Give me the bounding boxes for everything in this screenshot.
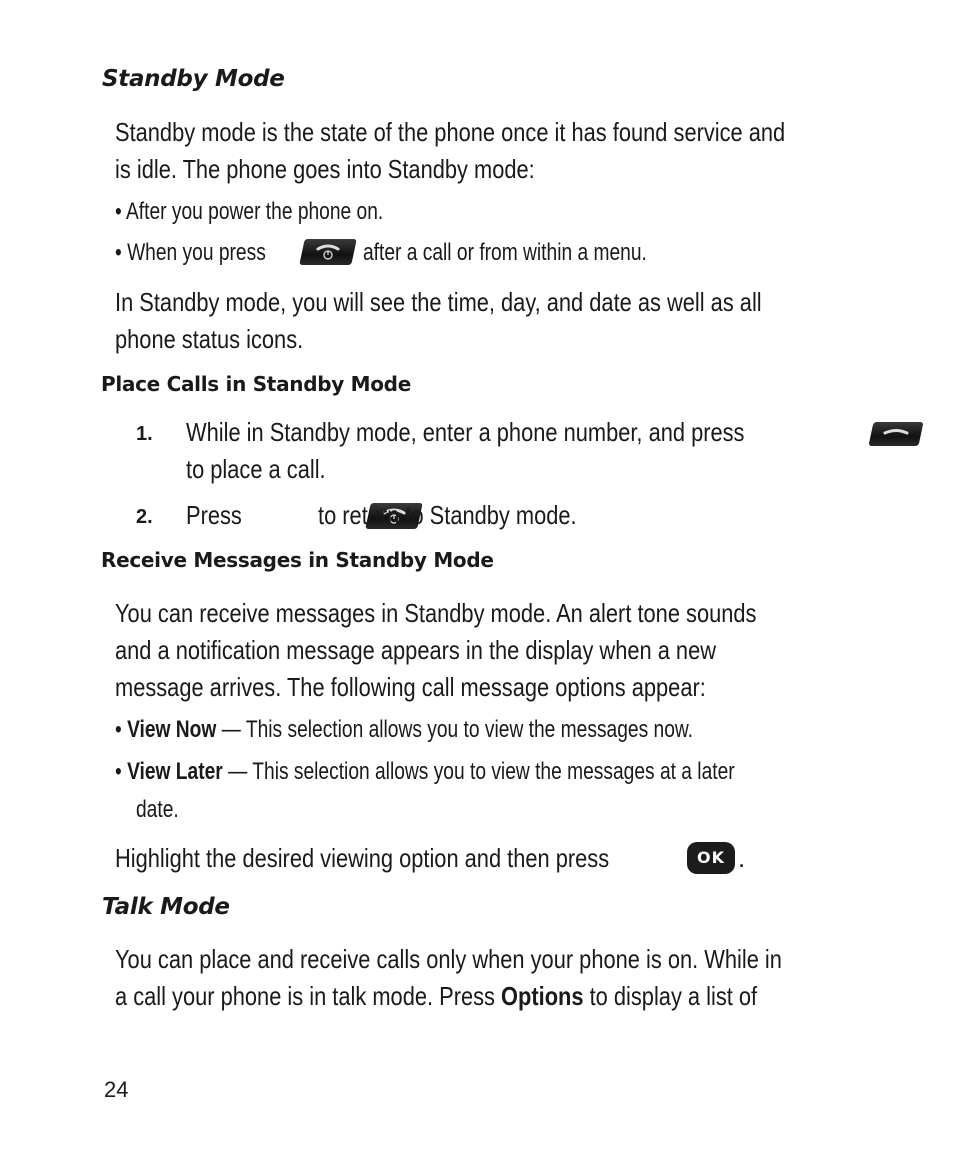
- standby-intro-line2: is idle. The phone goes into Standby mode:: [115, 154, 535, 184]
- heading-place-calls: Place Calls in Standby Mode: [101, 372, 411, 396]
- standby-bullet-2: • When you press: [115, 239, 266, 266]
- step-2-text-pre: Press: [186, 500, 242, 530]
- bullet-text-post: after a call or from within a menu.: [363, 239, 647, 266]
- talk-line2-post: to display a list of: [583, 981, 758, 1011]
- standby-bullet-2-post: [363, 234, 718, 272]
- step-1-number: 1.: [136, 423, 153, 445]
- standby-intro: [115, 114, 913, 188]
- receive-line2: and a notification message appears in the display when a new: [115, 635, 716, 665]
- standby-para2-line1: In Standby mode, you will see the time, day, and date as well as all: [115, 287, 762, 317]
- highlight-period: .: [738, 843, 746, 873]
- option-text: — This selection allows you to view the messages at a later: [222, 758, 735, 785]
- step-2-pre: [186, 497, 252, 534]
- bullet-text: After you power the phone on.: [126, 198, 384, 225]
- receive-line1: You can receive messages in Standby mode. An alert tone sounds: [115, 598, 757, 628]
- heading-receive-messages: Receive Messages in Standby Mode: [101, 548, 494, 572]
- option-view-later-line2: [136, 791, 189, 829]
- step-1-line2: to place a call.: [186, 454, 326, 484]
- send-key-icon: [869, 422, 924, 446]
- standby-para2: [115, 284, 885, 358]
- standby-intro-line1: Standby mode is the state of the phone once it has found service and: [115, 117, 786, 147]
- talk-line1: You can place and receive calls only when your phone is on. While in: [115, 944, 782, 974]
- step-2-post: [318, 497, 626, 534]
- option-label: View Later: [127, 758, 223, 785]
- receive-line3: message arrives. The following call message options appear:: [115, 672, 706, 702]
- standby-para2-line2: phone status icons.: [115, 324, 304, 354]
- step-1-line1: While in Standby mode, enter a phone number, and press: [186, 417, 745, 447]
- option-view-later: • View Later — This selection allows you to view the messages at a later: [115, 758, 735, 785]
- talk-line2-pre: a call your phone is in talk mode. Press: [115, 981, 502, 1011]
- highlight-text: Highlight the desired viewing option and then press: [115, 843, 610, 873]
- option-text-line2: date.: [136, 796, 179, 823]
- receive-intro: [115, 595, 879, 706]
- bullet-text-pre: When you press: [127, 239, 266, 266]
- heading-talk-mode: Talk Mode: [102, 894, 230, 920]
- page-number: 24: [104, 1077, 129, 1102]
- talk-options-label: Options: [501, 981, 584, 1011]
- option-view-now: • View Now — This selection allows you to view the messages now.: [115, 716, 694, 743]
- talk-para: [115, 941, 909, 1015]
- heading-standby-mode: Standby Mode: [102, 66, 285, 92]
- step-2-number: 2.: [136, 506, 153, 528]
- option-text: — This selection allows you to view the messages now.: [216, 716, 694, 743]
- step-1-text: [186, 414, 851, 488]
- highlight-instruction: [115, 840, 703, 877]
- standby-bullet-1: • After you power the phone on.: [115, 198, 384, 225]
- end-key-icon: [299, 239, 357, 265]
- option-label: View Now: [127, 716, 217, 743]
- step-2-text-post: to return to Standby mode.: [318, 500, 577, 530]
- ok-key-icon: OK: [687, 842, 735, 874]
